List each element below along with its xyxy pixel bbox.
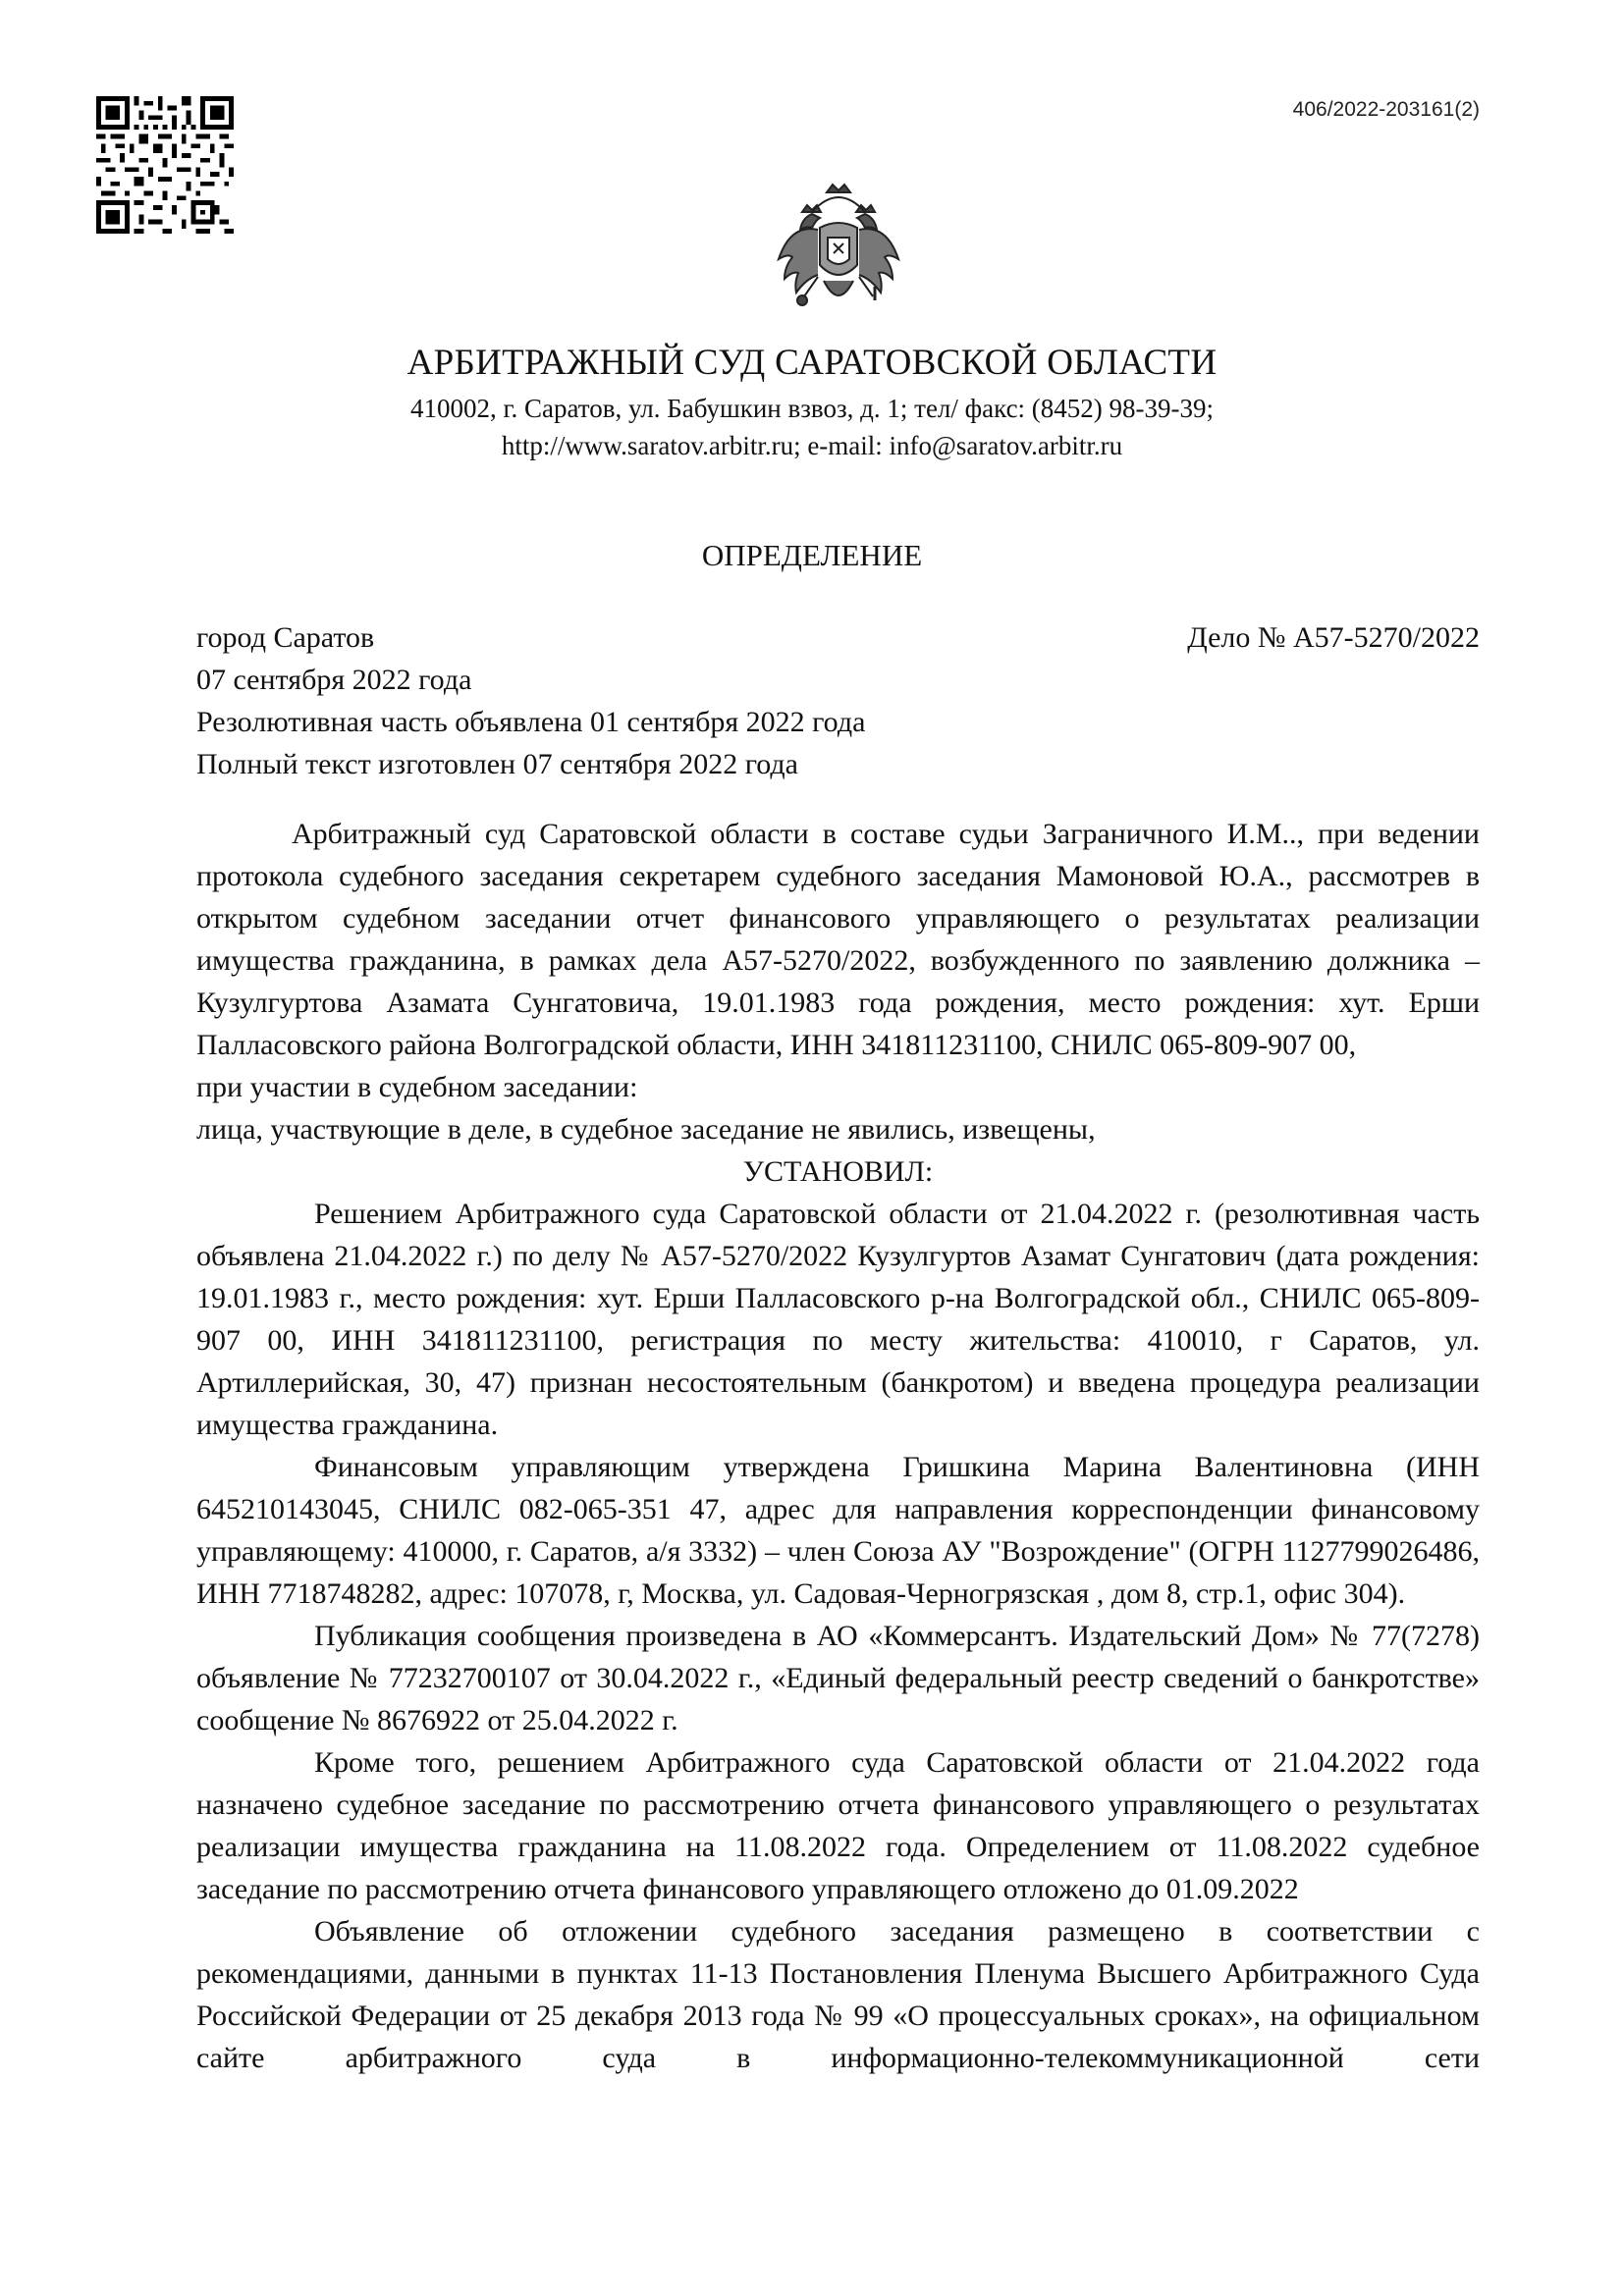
parties-line: лица, участвующие в деле, в судебное заседание не явились, извещены, [196,1113,1096,1146]
court-name: АРБИТРАЖНЫЙ СУД САРАТОВСКОЙ ОБЛАСТИ [406,343,1218,383]
full-text-date: Полный текст изготовлен 07 сентября 2022 года [196,748,798,780]
paragraph-postponement: Объявление об отложении судебного заседания размещено в соответствии с рекомендациями, данными в пунктах 11-13 Постановления Пленума Высшего Арбитражного Суда Российской Федерации от 25 декабря 2013 года № 99 «О процессуальных сроках», на официальном сайте арбитражного суда в информационно-телекоммуникационной сети [196,1915,1480,2074]
document-body [196,813,1480,2079]
intro-paragraph: Арбитражный суд Саратовской области в составе судьи Заграничного И.М.., при ведении протокола судебного заседания секретарем судебного заседания Мамоновой Ю.А., рассмотрев в открытом судебном заседании отчет финансового управляющего о результатах реализации имущества гражданина, в рамках дела А57-5270/2022, возбужденного по заявлению должника – Кузулгуртова Азамата Сунгатовича, 19.01.1983 года рождения, место рождения: хут. Ерши Палласовского района Волгоградской области, ИНН 341811231100, СНИЛС 065-809-907 00, [196,818,1480,1061]
document-number: 406/2022-203161(2) [1292,98,1480,121]
paragraph-publication: Публикация сообщения произведена в АО «Коммерсантъ. Издательский Дом» № 77(7278) объявление № 77232700107 от 30.04.2022 г., «Единый федеральный реестр сведений о банкротстве» сообщение № 8676922 от 25.04.2022 г. [196,1620,1480,1736]
resolution-announced: Резолютивная часть объявлена 01 сентября 2022 года [196,706,866,738]
coat-of-arms-icon [773,175,904,330]
paragraph-financial-manager: Финансовым управляющим утверждена Гришкина Марина Валентиновна (ИНН 645210143045, СНИЛС 082-065-351 47, адрес для направления корреспонденции финансовому управляющему: 410000, г. Саратов, а/я 3332) – член Союза АУ "Возрождение" (ОГРН 1127799026486, ИНН 7718748282, адрес: 107078, г, Москва, ул. Садовая-Черногрязская , дом 8, стр.1, офис 304). [196,1451,1480,1610]
court-address [0,390,1624,464]
city: город Саратов [196,621,375,654]
document-type: ОПРЕДЕЛЕНИЕ [701,538,923,572]
court-address-line2: http://www.saratov.arbitr.ru; e-mail: info@saratov.arbitr.ru [501,431,1123,460]
paragraph-hearing: Кроме того, решением Арбитражного суда Саратовской области от 21.04.2022 года назначено судебное заседание по рассмотрению отчета финансового управляющего о результатах реализации имущества гражданина на 11.08.2022 года. Определением от 11.08.2022 судебное заседание по рассмотрению отчета финансового управляющего отложено до 01.09.2022 [196,1746,1480,1905]
participation-line: при участии в судебном заседании: [196,1071,638,1103]
document-header [196,616,1480,785]
paragraph-decision: Решением Арбитражного суда Саратовской области от 21.04.2022 г. (резолютивная часть объявлена 21.04.2022 г.) по делу № А57-5270/2022 Кузулгуртов Азамат Сунгатович (дата рождения: 19.01.1983 г., место рождения: хут. Ерши Палласовского р-на Волгоградской обл., СНИЛС 065-809-907 00, ИНН 341811231100, регистрация по месту жительства: 410010, г Саратов, ул. Артиллерийская, 30, 47) признан несостоятельным (банкротом) и введена процедура реализации имущества гражданина. [196,1198,1480,1441]
court-address-line1: 410002, г. Саратов, ул. Бабушкин взвоз, д. 1; тел/ факс: (8452) 98-39-39; [409,394,1215,423]
document-date: 07 сентября 2022 года [196,664,472,696]
qr-code [96,96,234,234]
case-number: Дело № А57-5270/2022 [1187,621,1480,654]
established-heading: УСТАНОВИЛ: [742,1155,934,1188]
